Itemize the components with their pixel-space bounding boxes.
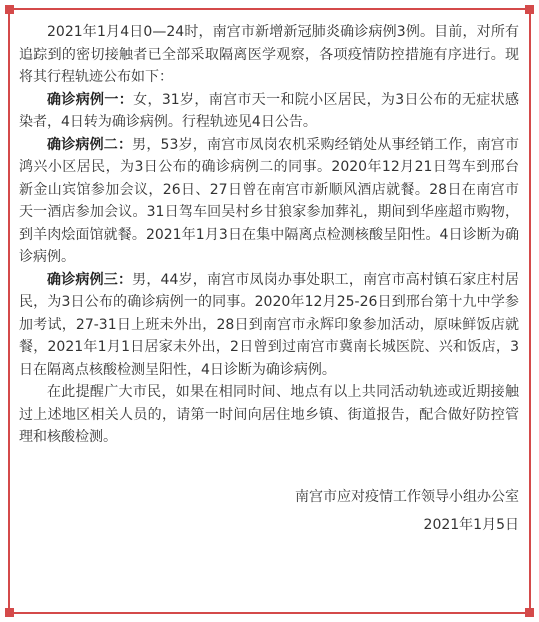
notice-intro: 2021年1月4日0—24时，南宫市新增新冠肺炎确诊病例3例。目前，对所有追踪到的密切接触者已全部采取隔离医学观察，各项疫情防控措施有序进行。现将其行程轨迹公布如下： [19,24,519,85]
case-three-label: 确诊病例三： [47,271,133,288]
case-one-label: 确诊病例一： [47,91,134,108]
case-three [19,269,519,382]
case-two [19,134,519,269]
case-two-label: 确诊病例二： [47,136,133,153]
frame-corner-bottom-right [525,608,534,617]
case-three-text: 男，44岁，南宫市凤岗办事处职工，南宫市高村镇石家庄村居民，为3日公布的确诊病例一的同事。2020年12月25-26日到邢台第十九中学参加考试，27-31日上班未外出，28日到南宫市永辉印象参加活动，原味鲜饭店就餐，2021年1月1日居家未外出，2日曾到过南宫市冀南长城医院、兴和饭店，3日在隔离点核酸检测呈阳性，4日诊断为确诊病例。 [19,271,519,378]
frame-corner-top-right [525,5,534,14]
frame-corner-bottom-left [5,608,14,617]
notice-signature-block [19,483,519,539]
issuing-office: 南宫市应对疫情工作领导小组办公室 [295,488,519,505]
issue-date: 2021年1月5日 [423,516,519,533]
notice-body [19,21,519,539]
notice-reminder: 在此提醒广大市民，如果在相同时间、地点有以上共同活动轨迹或近期接触过上述地区相关人员的，请第一时间向居住地乡镇、街道报告，配合做好防控管理和核酸检测。 [19,384,519,445]
frame-corner-top-left [5,5,14,14]
case-two-text: 男，53岁，南宫市凤岗农机采购经销处从事经销工作，南宫市鸿兴小区居民，为3日公布的确诊病例二的同事。2020年12月21日驾车到邢台新金山宾馆参加会议，26日、27日曾在南宫市新顺风酒店就餐。28日在南宫市天一酒店参加会议。31日驾车回吴村乡甘狼家参加葬礼，期间到华座超市购物，到羊肉烩面馆就餐。2021年1月3日在集中隔离点检测核酸呈阳性。4日诊断为确诊病例。 [19,136,519,265]
case-one [19,89,519,134]
case-one-text: 女，31岁，南宫市天一和院小区居民，为3日公布的无症状感染者，4日转为确诊病例。行程轨迹见4日公告。 [19,91,519,130]
